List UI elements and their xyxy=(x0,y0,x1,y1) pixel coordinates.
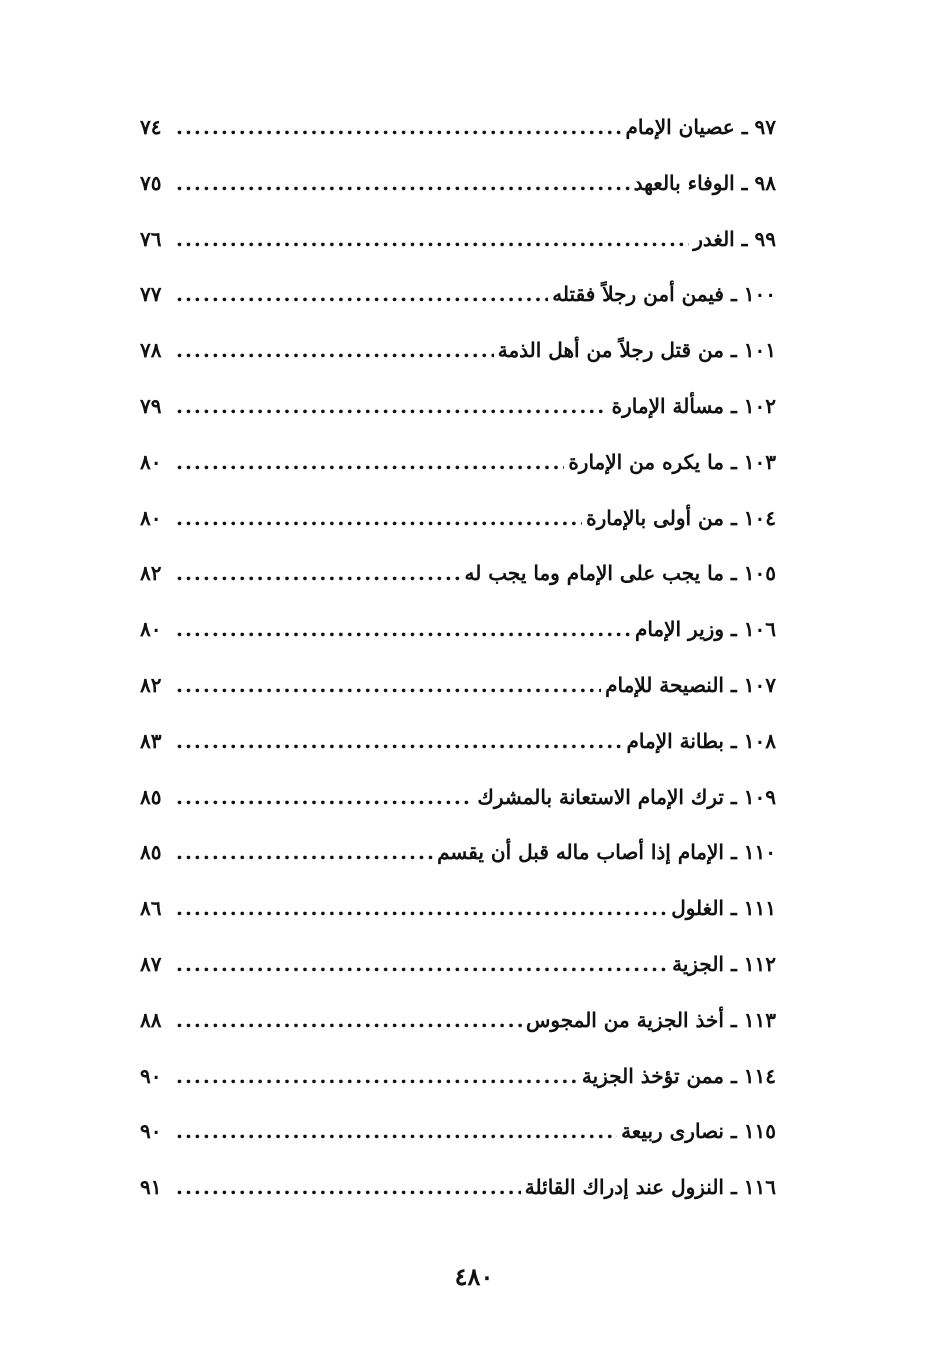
toc-entry-page: ٨٠ xyxy=(140,449,162,474)
toc-entry-page: ٩٠ xyxy=(140,1119,162,1144)
toc-entry xyxy=(140,1104,776,1160)
toc-entry-title: ١٠١ ـ من قتل رجلاً من أهل الذمة xyxy=(497,338,776,363)
toc-entry xyxy=(140,156,776,212)
dot-leader xyxy=(176,212,689,268)
toc-entry-title: ١١٤ ـ ممن تؤخذ الجزية xyxy=(581,1063,776,1088)
toc-entry xyxy=(140,602,776,658)
dot-leader xyxy=(176,993,522,1049)
dot-leader xyxy=(176,100,622,156)
dot-leader xyxy=(176,658,601,714)
toc-entry-title: ١١٦ ـ النزول عند إدراك القائلة xyxy=(524,1175,776,1200)
dot-leader xyxy=(176,323,494,379)
toc-entry xyxy=(140,435,776,491)
dot-leader xyxy=(176,546,461,602)
toc-entry-page: ٨٠ xyxy=(140,617,162,642)
toc-entry-title: ١٠٨ ـ بطانة الإمام xyxy=(626,728,776,753)
toc-entry-page: ٨٣ xyxy=(140,728,162,753)
dot-leader xyxy=(176,825,433,881)
dot-leader xyxy=(176,156,630,212)
toc-entry-page: ٨٥ xyxy=(140,840,162,865)
toc-entry-page: ٧٦ xyxy=(140,226,162,251)
toc-entry-title: ١١٢ ـ الجزية xyxy=(672,951,776,976)
toc-entry-title: ١٠٩ ـ ترك الإمام الاستعانة بالمشرك xyxy=(477,784,776,809)
toc-entry-title: ١١٥ ـ نصارى ربيعة xyxy=(621,1119,776,1144)
dot-leader xyxy=(176,602,631,658)
table-of-contents xyxy=(140,100,776,1216)
toc-entry-page: ٧٧ xyxy=(140,282,162,307)
toc-entry-title: ١٠٦ ـ وزير الإمام xyxy=(634,617,776,642)
dot-leader xyxy=(176,1104,617,1160)
toc-entry-page: ٨٥ xyxy=(140,784,162,809)
toc-entry-page: ٩٠ xyxy=(140,1063,162,1088)
toc-entry-title: ٩٧ ـ عصيان الإمام xyxy=(625,115,776,139)
toc-entry xyxy=(140,937,776,993)
toc-entry-title: ١٠٢ ـ مسألة الإمارة xyxy=(611,393,776,418)
toc-entry-page: ٧٩ xyxy=(140,393,162,418)
dot-leader xyxy=(176,714,623,770)
toc-entry xyxy=(140,1049,776,1105)
toc-entry-page: ٨٧ xyxy=(140,951,162,976)
toc-entry-title: ٩٨ ـ الوفاء بالعهد xyxy=(633,170,776,195)
toc-entry-title: ١١٠ ـ الإمام إذا أصاب ماله قبل أن يقسم xyxy=(437,840,776,865)
toc-entry-title: ١٠٤ ـ من أولى بالإمارة xyxy=(586,505,776,530)
toc-entry xyxy=(140,770,776,826)
toc-entry xyxy=(140,658,776,714)
toc-entry xyxy=(140,267,776,323)
toc-entry-page: ٨٦ xyxy=(140,896,162,921)
toc-entry xyxy=(140,323,776,379)
toc-entry-title: ١١١ ـ الغلول xyxy=(671,896,776,921)
toc-entry-title: ١٠٣ ـ ما يكره من الإمارة xyxy=(568,449,776,474)
toc-entry-page: ٧٤ xyxy=(140,115,162,139)
dot-leader xyxy=(176,379,608,435)
dot-leader xyxy=(176,435,564,491)
toc-entry-page: ٨٢ xyxy=(140,561,162,586)
toc-entry-page: ٨٨ xyxy=(140,1007,162,1032)
dot-leader xyxy=(176,937,668,993)
toc-entry xyxy=(140,546,776,602)
toc-entry xyxy=(140,1160,776,1216)
toc-entry-page: ٨٢ xyxy=(140,672,162,697)
dot-leader xyxy=(176,881,667,937)
dot-leader xyxy=(176,1160,521,1216)
toc-entry-page: ٨٠ xyxy=(140,505,162,530)
toc-entry-page: ٧٥ xyxy=(140,170,162,195)
toc-entry xyxy=(140,491,776,547)
toc-entry xyxy=(140,379,776,435)
toc-entry-title: ٩٩ ـ الغدر xyxy=(693,226,776,251)
toc-entry-title: ١١٣ ـ أخذ الجزية من المجوس xyxy=(525,1007,776,1032)
toc-entry xyxy=(140,100,776,156)
toc-entry xyxy=(140,993,776,1049)
toc-entry xyxy=(140,212,776,268)
toc-entry-page: ٩١ xyxy=(140,1175,162,1200)
dot-leader xyxy=(176,770,473,826)
dot-leader xyxy=(176,1049,578,1105)
toc-entry xyxy=(140,881,776,937)
toc-entry-title: ١٠٠ ـ فيمن أمن رجلاً فقتله xyxy=(552,282,776,307)
toc-entry-title: ١٠٥ ـ ما يجب على الإمام وما يجب له xyxy=(464,561,776,586)
toc-entry-title: ١٠٧ ـ النصيحة للإمام xyxy=(605,672,776,697)
page-number: ٤٨٠ xyxy=(454,1262,494,1291)
toc-entry xyxy=(140,825,776,881)
toc-entry-page: ٧٨ xyxy=(140,338,162,363)
dot-leader xyxy=(176,491,582,547)
dot-leader xyxy=(176,267,548,323)
toc-entry xyxy=(140,714,776,770)
